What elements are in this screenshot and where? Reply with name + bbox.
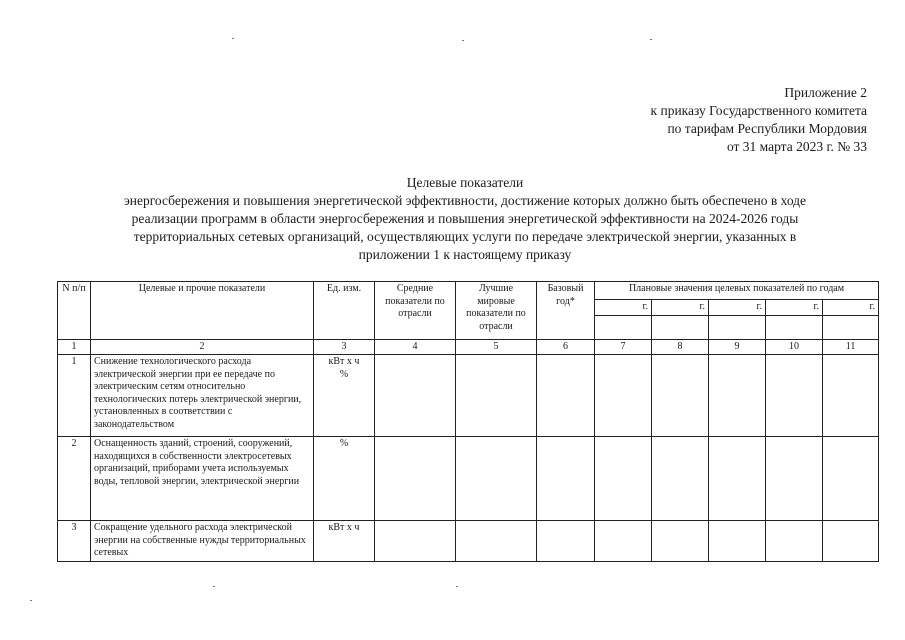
unit-value: кВт х ч [328, 356, 360, 367]
header-year: г. [595, 300, 652, 316]
header-year: г. [766, 300, 823, 316]
unit-value: кВт х ч [328, 522, 360, 533]
scan-speck [462, 40, 464, 41]
scan-speck [30, 600, 32, 601]
value-cell [823, 437, 879, 521]
title-line: Целевые показатели [406, 175, 524, 190]
column-number: 8 [652, 339, 709, 355]
value-cell [652, 521, 709, 562]
value-cell [709, 521, 766, 562]
scan-speck [213, 586, 215, 587]
value-cell [595, 437, 652, 521]
column-number: 5 [456, 339, 537, 355]
header-year: г. [823, 300, 879, 316]
value-cell [766, 521, 823, 562]
appendix-header [651, 84, 867, 156]
value-cell [595, 355, 652, 437]
year-value-cell [823, 315, 879, 339]
value-cell [456, 521, 537, 562]
value-cell [375, 521, 456, 562]
column-number: 2 [91, 339, 314, 355]
indicators-table [57, 281, 879, 562]
column-number: 3 [314, 339, 375, 355]
value-cell [766, 437, 823, 521]
value-cell [823, 355, 879, 437]
value-cell [456, 437, 537, 521]
column-number: 9 [709, 339, 766, 355]
unit-value: % [339, 438, 349, 449]
column-number: 10 [766, 339, 823, 355]
row-num: 3 [58, 521, 91, 562]
column-number: 4 [375, 339, 456, 355]
value-cell [537, 521, 595, 562]
row-indicator: Снижение технологического расхода электрической энергии при ее передаче по электрическим сетям относительно технологических потерь электрической энергии, установленных в соответствии с законодательством [91, 355, 314, 437]
scan-speck [456, 586, 458, 587]
appendix-line: Приложение 2 [784, 85, 867, 100]
title-line: территориальных сетевых организаций, осуществляющих услуги по передаче электрической энергии, указанных в [133, 229, 797, 244]
row-num: 2 [58, 437, 91, 521]
header-year: г. [709, 300, 766, 316]
appendix-line: по тарифам Республики Мордовия [667, 121, 867, 136]
value-cell [375, 355, 456, 437]
value-cell [709, 437, 766, 521]
header-plan: Плановые значения целевых показателей по годам [595, 282, 879, 300]
value-cell [537, 437, 595, 521]
value-cell [456, 355, 537, 437]
title-line: энергосбережения и повышения энергетической эффективности, достижение которых должно быть обеспечено в ходе [123, 193, 807, 208]
row-indicator: Оснащенность зданий, строений, сооружений, находящихся в собственности электросетевых организаций, приборами учета используемых воды, тепловой энергии, электрической энергии [91, 437, 314, 521]
header-avg: Средние показатели по отрасли [375, 282, 456, 340]
column-number: 11 [823, 339, 879, 355]
value-cell [652, 355, 709, 437]
row-unit [314, 521, 375, 562]
column-number: 7 [595, 339, 652, 355]
column-number: 6 [537, 339, 595, 355]
header-indicators: Целевые и прочие показатели [91, 282, 314, 340]
row-unit [314, 437, 375, 521]
title-line: реализации программ в области энергосбережения и повышения энергетической эффективности на 2024-2026 годы [131, 211, 799, 226]
value-cell [709, 355, 766, 437]
row-indicator: Сокращение удельного расхода электрической энергии на собственные нужды территориальных сетевых [91, 521, 314, 562]
appendix-line: от 31 марта 2023 г. № 33 [726, 139, 867, 154]
header-year: г. [652, 300, 709, 316]
year-value-cell [595, 315, 652, 339]
value-cell [537, 355, 595, 437]
row-num: 1 [58, 355, 91, 437]
header-base-year: Базовый год* [537, 282, 595, 340]
column-number: 1 [58, 339, 91, 355]
scan-speck [232, 38, 234, 39]
table-row [58, 355, 879, 437]
year-value-cell [652, 315, 709, 339]
value-cell [823, 521, 879, 562]
table-row [58, 521, 879, 562]
value-cell [595, 521, 652, 562]
value-cell [652, 437, 709, 521]
year-value-cell [709, 315, 766, 339]
title-line: приложении 1 к настоящему приказу [358, 247, 572, 262]
value-cell [766, 355, 823, 437]
header-unit: Ед. изм. [314, 282, 375, 340]
row-unit [314, 355, 375, 437]
document-title [60, 174, 870, 264]
unit-value: % [339, 369, 349, 380]
appendix-line: к приказу Государственного комитета [650, 103, 867, 118]
table-row [58, 437, 879, 521]
value-cell [375, 437, 456, 521]
column-number-row [58, 339, 879, 355]
year-value-cell [766, 315, 823, 339]
scan-speck [650, 39, 652, 40]
header-best: Лучшие мировые показатели по отрасли [456, 282, 537, 340]
header-num: N п/п [58, 282, 91, 340]
